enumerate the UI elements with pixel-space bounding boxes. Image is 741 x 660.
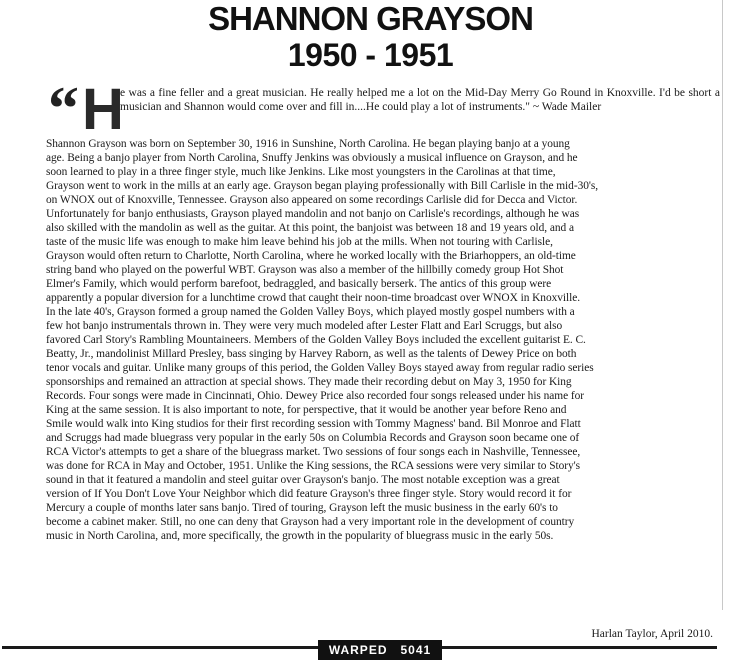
body-line: also skilled with the mandolin as well as the guitar. At this point, the banjoist was between 18 and 19 years old, and a — [46, 222, 574, 234]
body-line: Mercury a couple of months later sans banjo. Tired of touring, Grayson left the music business in the early 60's to — [46, 502, 558, 514]
body-line: Elmer's Family, which would perform barefoot, bedraggled, and basically berserk. The antics of this group were — [46, 278, 552, 290]
body-line: tenor vocals and guitar. Unlike many groups of this period, the Golden Valley Boys stayed away from regular radio series — [46, 362, 594, 374]
body-line: In the late 40's, Grayson formed a group named the Golden Valley Boys, which played mostly gospel numbers with a — [46, 306, 575, 318]
footer-label-text: WARPED 5041 — [328, 643, 432, 657]
body-line: Smile would walk into King studios for their first recording session with Tommy Magness' band. Bil Monroe and Flatt — [46, 418, 581, 430]
body-line: music in North Carolina, and, more specifically, the growth in the popularity of bluegrass music in the early 50s. — [46, 530, 554, 542]
body-line: Grayson went to work in the mills at an early age. Grayson began playing professionally with Bill Carlisle in the mid-30's, — [46, 180, 599, 192]
body-line: version of If You Don't Love Your Neighbor which did feature Grayson's three finger style. Story would record it for — [46, 488, 572, 500]
body-line: Records. Four songs were made in Cincinnati, Ohio. Dewey Price also recorded four songs released under his name for — [46, 390, 585, 402]
body-line: few hot banjo instrumentals thrown in. They were very much modeled after Lester Flatt and Earl Scruggs, but also — [46, 320, 563, 332]
body-line: Shannon Grayson was born on September 30, 1916 in Sunshine, North Carolina. He began playing banjo at a young — [46, 138, 570, 150]
drop-cap: H — [82, 77, 124, 142]
body-line: sponsorships and remained an attraction at special shows. They made their recording debut on May 3, 1950 for King — [46, 376, 572, 388]
article-years: 1950 - 1951 — [287, 37, 454, 73]
quote-text: e was a fine feller and a great musician. He really helped me a lot on the Mid-Day Merry Go Round in Knoxville. I'd be short a musician and Shannon would come over and fill in....He could play a lot of instruments." ~ Wade Mailer — [120, 87, 720, 114]
body-line: become a cabinet maker. Still, no one can deny that Grayson had a very important role in the development of country — [46, 516, 575, 528]
body-line: favored Carl Story's Rambling Mountaineers. Members of the Golden Valley Boys included the excellent guitarist E. C. — [46, 334, 586, 346]
page-edge-rule — [722, 0, 723, 610]
body-line: was done for RCA in May and October, 1951. Unlike the King sessions, the RCA sessions were very similar to Story's — [46, 460, 581, 472]
article-body — [46, 137, 718, 543]
body-line: apparently a popular diversion for a lunchtime crowd that caught their noon-time broadcast over WNOX in Knoxville. — [46, 292, 581, 304]
quote-mark-icon: “ — [48, 75, 79, 143]
body-line: string band who played on the powerful WBT. Grayson was also a member of the hillbilly comedy group Hot Shot — [46, 264, 564, 276]
body-line: soon learned to play in a three finger style, much like Jenkins. Like most youngsters in the Carolinas at that time, — [46, 166, 556, 178]
opening-quote — [46, 75, 720, 143]
body-line: age. Being a banjo player from North Carolina, Snuffy Jenkins was obviously a musical influence on Grayson, and he — [46, 152, 578, 164]
footer-label — [318, 640, 442, 660]
body-line: sound in that it featured a mandolin and steel guitar over Grayson's banjo. The most notable exception was a great — [46, 474, 560, 486]
body-line: RCA Victor's attempts to get a share of the bluegrass market. Two sessions of four songs each in Nashville, Tennessee, — [46, 446, 581, 458]
body-line: Grayson would often return to Charlotte, North Carolina, where he worked locally with the Briarhoppers, an old-time — [46, 250, 576, 262]
body-line: taste of the music life was enough to make him leave behind his job at the mills. When not touring with Carlisle, — [46, 236, 553, 248]
author-signature: Harlan Taylor, April 2010. — [591, 628, 713, 640]
body-line: Unfortunately for banjo enthusiasts, Grayson played mandolin and not banjo on Carlisle's recordings, although he was — [46, 208, 580, 220]
body-line: Beatty, Jr., mandolinist Millard Presley, bass singing by Harvey Raborn, as well as the talents of Dewey Price on both — [46, 348, 577, 360]
body-line: and Scruggs had made bluegrass very popular in the early 50s on Columbia Records and Grayson soon became one of — [46, 432, 580, 444]
body-line: on WNOX out of Knoxville, Tennessee. Grayson also appeared on some recordings Carlisle did for Decca and Victor. — [46, 194, 578, 206]
body-line: King at the same session. It is also important to note, for perspective, that it would be another year before Reno and — [46, 404, 567, 416]
article-title: SHANNON GRAYSON — [208, 0, 533, 37]
